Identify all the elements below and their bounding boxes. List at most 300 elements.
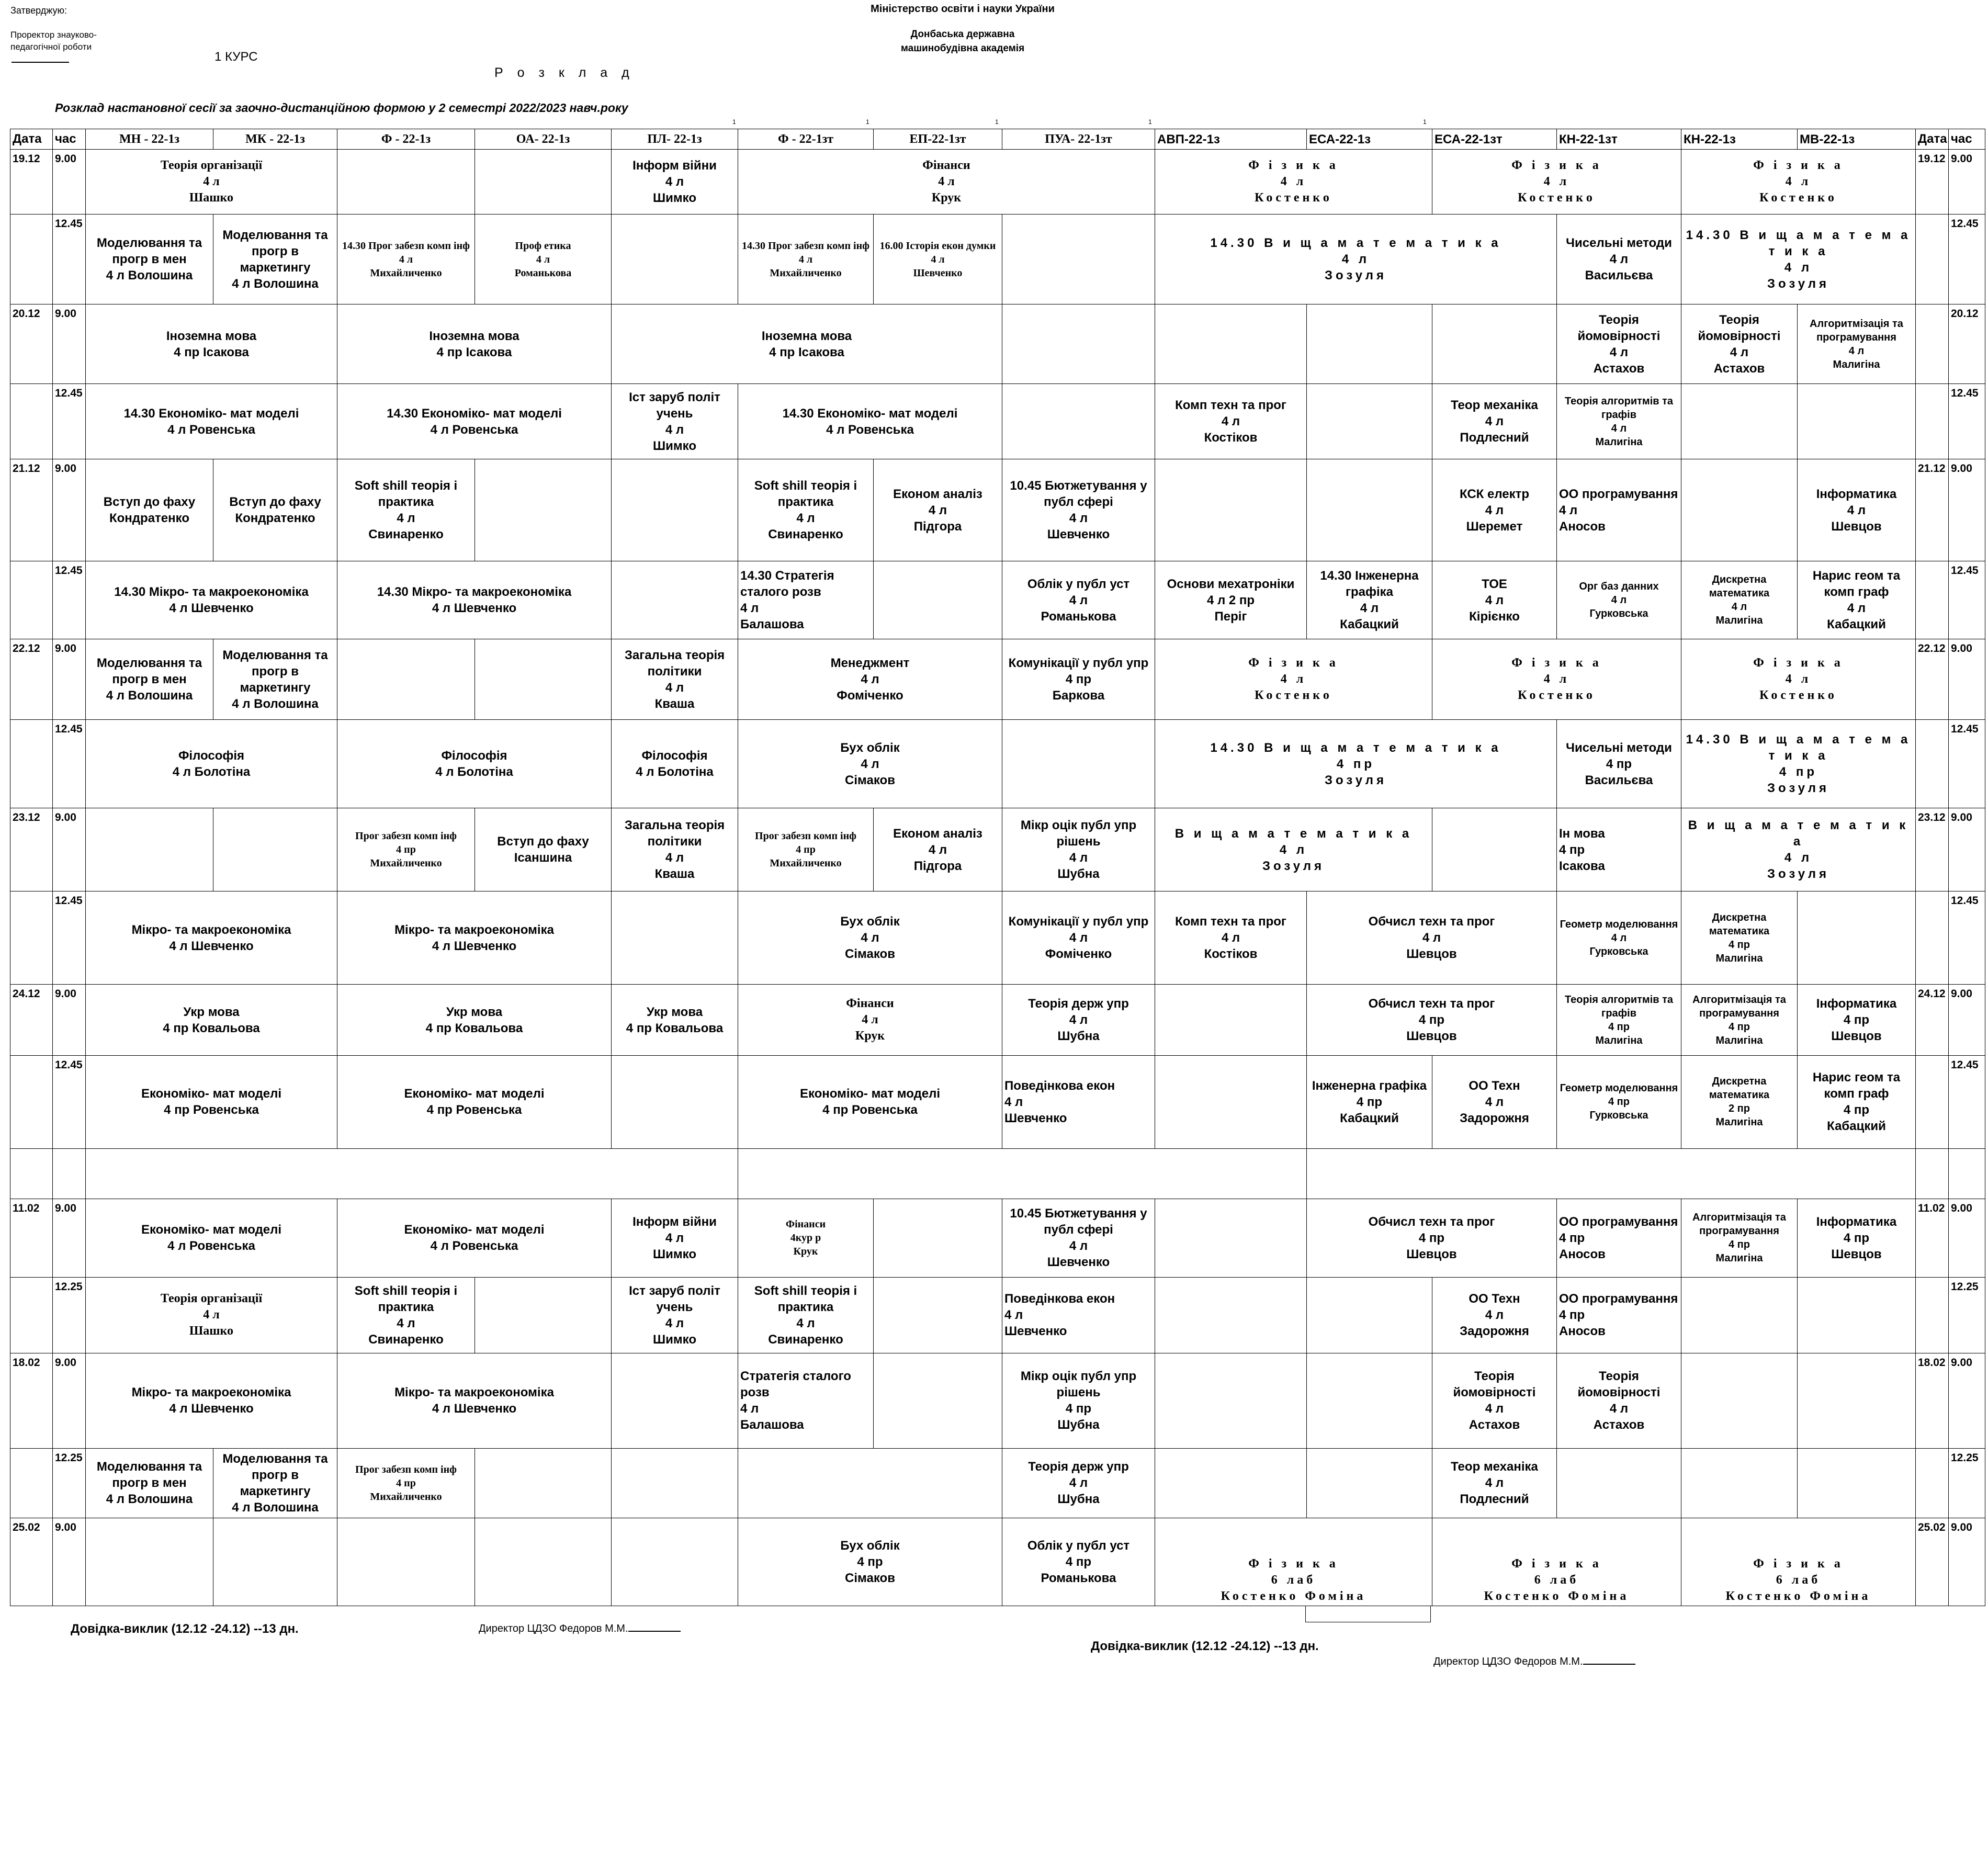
date-cell: 20.12 bbox=[10, 304, 53, 384]
table-row bbox=[10, 1448, 1985, 1518]
class-cell: Ф і з и к а 4 л Костенко bbox=[1155, 639, 1432, 720]
class-cell: Економ аналіз 4 л Підгора bbox=[874, 459, 1002, 561]
table-row bbox=[10, 459, 1985, 561]
date-cell: 24.12 bbox=[1916, 985, 1949, 1055]
empty-cell bbox=[475, 459, 612, 561]
time-cell: 12.45 bbox=[1949, 561, 1985, 639]
date-cell: 18.02 bbox=[1916, 1353, 1949, 1448]
class-cell: Комп техн та прог 4 л Костіков bbox=[1155, 891, 1307, 985]
empty-cell bbox=[612, 1448, 738, 1518]
time-cell: 9.00 bbox=[53, 1199, 86, 1277]
class-cell: Геометр моделювання 4 л Гурковська bbox=[1557, 891, 1681, 985]
footer-note: Довідка-виклик (12.12 -24.12) --13 дн. bbox=[1091, 1639, 1319, 1653]
class-cell: Мікро- та макроекономіка 4 л Шевченко bbox=[337, 1353, 612, 1448]
date-cell: 21.12 bbox=[1916, 459, 1949, 561]
class-cell: Інформатика 4 пр Шевцов bbox=[1798, 985, 1916, 1055]
class-cell: Теорія йомовірності 4 л Астахов bbox=[1557, 304, 1681, 384]
date-cell: 11.02 bbox=[10, 1199, 53, 1277]
date-cell: 19.12 bbox=[1916, 150, 1949, 215]
class-cell: 14.30 В и щ а м а т е м а т и к а 4 пр Зозуля bbox=[1681, 720, 1916, 808]
table-row bbox=[10, 304, 1985, 384]
signature-line bbox=[12, 62, 69, 63]
class-cell: Стратегія сталого розв 4 л Балашова bbox=[738, 1353, 874, 1448]
time-cell: 9.00 bbox=[53, 985, 86, 1055]
class-cell: Ф і з и к а 4 л Костенко bbox=[1681, 150, 1916, 215]
class-cell: Ф і з и к а 4 л Костенко bbox=[1432, 639, 1681, 720]
date-cell bbox=[1916, 384, 1949, 459]
empty-cell bbox=[475, 639, 612, 720]
empty-cell bbox=[1681, 1277, 1798, 1353]
col-group: ЕП-22-1зт bbox=[874, 129, 1002, 150]
empty-cell bbox=[874, 561, 1002, 639]
class-cell: Моделювання та прогр в мен 4 л Волошина bbox=[86, 1448, 213, 1518]
academy-line-1: Донбаська державна bbox=[910, 29, 1015, 40]
class-cell: Економіко- мат моделі 4 пр Ровенська bbox=[86, 1055, 337, 1148]
col-group: КН-22-1з bbox=[1681, 129, 1798, 150]
class-cell: Ф і з и к а 6 лаб Костенко Фоміна bbox=[1681, 1518, 1916, 1606]
empty-cell bbox=[1307, 1277, 1432, 1353]
class-cell: Мікро- та макроекономіка 4 л Шевченко bbox=[86, 1353, 337, 1448]
class-cell: 14.30 Прог забезп комп інф 4 л Михайличенко bbox=[337, 215, 475, 304]
class-cell: Нарис геом та комп граф 4 л Кабацкий bbox=[1798, 561, 1916, 639]
date-cell bbox=[1916, 891, 1949, 985]
class-cell: Теорія держ упр 4 л Шубна bbox=[1002, 985, 1155, 1055]
date-cell: 21.12 bbox=[10, 459, 53, 561]
academy-line-2: машинобудівна академія bbox=[900, 43, 1025, 54]
empty-cell bbox=[612, 1353, 738, 1448]
date-cell: 20.12 bbox=[1949, 304, 1985, 384]
class-cell: Soft shill теорія і практика 4 л Свинаренко bbox=[738, 459, 874, 561]
col-group: ЕСА-22-1зт bbox=[1432, 129, 1557, 150]
class-cell: 14.30 Економіко- мат моделі 4 л Ровенська bbox=[738, 384, 1002, 459]
col-date-right: Дата bbox=[1916, 129, 1949, 150]
date-cell: 25.02 bbox=[1916, 1518, 1949, 1606]
class-cell: Фінанси 4кур р Крук bbox=[738, 1199, 874, 1277]
empty-cell bbox=[337, 1518, 475, 1606]
class-cell: Економіко- мат моделі 4 л Ровенська bbox=[337, 1199, 612, 1277]
class-cell: 14.30 Економіко- мат моделі 4 л Ровенська bbox=[337, 384, 612, 459]
class-cell: Укр мова 4 пр Ковальова bbox=[612, 985, 738, 1055]
class-cell: Бух облік 4 пр Сімаков bbox=[738, 1518, 1002, 1606]
empty-cell bbox=[1681, 1353, 1798, 1448]
schedule-subtitle: Розклад настановної сесії за заочно-дистанційною формою у 2 семестрі 2022/2023 навч.року bbox=[55, 101, 628, 115]
empty-cell bbox=[1798, 384, 1916, 459]
class-cell: Ін мова 4 пр Ісакова bbox=[1557, 808, 1681, 891]
date-cell: 11.02 bbox=[1916, 1199, 1949, 1277]
col-time: час bbox=[53, 129, 86, 150]
empty-cell bbox=[1307, 459, 1432, 561]
class-cell: Прог забезп комп інф 4 пр Михайличенко bbox=[337, 808, 475, 891]
class-cell: 16.00 Історія екон думки 4 л Шевченко bbox=[874, 215, 1002, 304]
time-cell: 12.45 bbox=[1949, 720, 1985, 808]
class-cell: Іст заруб політ учень 4 л Шимко bbox=[612, 1277, 738, 1353]
class-cell: Економ аналіз 4 л Підгора bbox=[874, 808, 1002, 891]
class-cell: Облік у публ уст 4 л Романькова bbox=[1002, 561, 1155, 639]
col-time-right: час bbox=[1949, 129, 1985, 150]
time-cell: 9.00 bbox=[53, 808, 86, 891]
class-cell: Бух облік 4 л Сімаков bbox=[738, 720, 1002, 808]
class-cell: Чисельні методи 4 пр Васильєва bbox=[1557, 720, 1681, 808]
date-cell bbox=[10, 720, 53, 808]
empty-cell bbox=[1002, 720, 1155, 808]
class-cell: Філософія 4 л Болотіна bbox=[86, 720, 337, 808]
time-cell: 9.00 bbox=[1949, 808, 1985, 891]
class-cell: Укр мова 4 пр Ковальова bbox=[86, 985, 337, 1055]
class-cell: Soft shill теорія і практика 4 л Свинаренко bbox=[337, 459, 475, 561]
empty-cell bbox=[86, 1148, 738, 1199]
table-row bbox=[10, 808, 1985, 891]
empty-cell bbox=[1307, 384, 1432, 459]
empty-cell bbox=[1307, 304, 1432, 384]
date-cell bbox=[10, 891, 53, 985]
time-cell: 12.45 bbox=[53, 1055, 86, 1148]
time-cell: 12.45 bbox=[53, 891, 86, 985]
class-cell: Ф і з и к а 4 л Костенко bbox=[1155, 150, 1432, 215]
class-cell: 14.30 Економіко- мат моделі 4 л Ровенська bbox=[86, 384, 337, 459]
empty-cell bbox=[1916, 304, 1949, 384]
date-cell: 22.12 bbox=[1916, 639, 1949, 720]
col-date: Дата bbox=[10, 129, 53, 150]
time-cell: 12.25 bbox=[1949, 1448, 1985, 1518]
class-cell: ОО Техн 4 л Задорожня bbox=[1432, 1055, 1557, 1148]
empty-cell bbox=[874, 1277, 1002, 1353]
empty-cell bbox=[213, 1518, 337, 1606]
date-cell: 19.12 bbox=[10, 150, 53, 215]
class-cell: Мікро- та макроекономіка 4 л Шевченко bbox=[337, 891, 612, 985]
col-group: Ф - 22-1з bbox=[337, 129, 475, 150]
class-cell: Моделювання та прогр в мен 4 л Волошина bbox=[86, 639, 213, 720]
empty-cell bbox=[1432, 808, 1557, 891]
class-cell: Прог забезп комп інф 4 пр Михайличенко bbox=[337, 1448, 475, 1518]
time-cell: 9.00 bbox=[1949, 459, 1985, 561]
class-cell: 14.30 Стратегія сталого розв 4 л Балашова bbox=[738, 561, 874, 639]
date-cell bbox=[1916, 720, 1949, 808]
empty-cell bbox=[475, 1277, 612, 1353]
time-cell: 12.25 bbox=[1949, 1277, 1985, 1353]
empty-cell bbox=[337, 150, 475, 215]
class-cell: 14.30 В и щ а м а т е м а т и к а 4 пр Зозуля bbox=[1155, 720, 1557, 808]
class-cell: Soft shill теорія і практика 4 л Свинаренко bbox=[337, 1277, 475, 1353]
empty-cell bbox=[1432, 304, 1557, 384]
class-cell: ТОЕ 4 л Кірієнко bbox=[1432, 561, 1557, 639]
date-cell bbox=[10, 215, 53, 304]
empty-cell bbox=[738, 1148, 1307, 1199]
empty-cell bbox=[612, 459, 738, 561]
class-cell: ОО Техн 4 л Задорожня bbox=[1432, 1277, 1557, 1353]
date-cell bbox=[10, 1448, 53, 1518]
time-cell: 12.45 bbox=[53, 720, 86, 808]
class-cell: Проф етика 4 л Романькова bbox=[475, 215, 612, 304]
empty-cell bbox=[337, 639, 475, 720]
empty-cell bbox=[1307, 1448, 1432, 1518]
table-header-row bbox=[10, 129, 1985, 150]
class-cell: Теорія алгоритмів та графів 4 л Малигіна bbox=[1557, 384, 1681, 459]
class-cell: Філософія 4 л Болотіна bbox=[337, 720, 612, 808]
table-row bbox=[10, 720, 1985, 808]
time-cell: 9.00 bbox=[1949, 1199, 1985, 1277]
empty-cell bbox=[1681, 384, 1798, 459]
empty-cell bbox=[874, 1199, 1002, 1277]
class-cell: Поведінкова екон 4 л Шевченко bbox=[1002, 1055, 1155, 1148]
class-cell: Чисельні методи 4 л Васильєва bbox=[1557, 215, 1681, 304]
table-row bbox=[10, 891, 1985, 985]
approve-label: Затверджую: bbox=[10, 5, 67, 16]
tick-mark: 1 bbox=[1148, 118, 1152, 126]
class-cell: В и щ а м а т е м а т и к а 4 л Зозуля bbox=[1155, 808, 1432, 891]
class-cell: 14.30 Інженерна графіка 4 л Кабацкий bbox=[1307, 561, 1432, 639]
class-cell: Теорія держ упр 4 л Шубна bbox=[1002, 1448, 1155, 1518]
empty-cell bbox=[1155, 304, 1307, 384]
col-group: АВП-22-1з bbox=[1155, 129, 1307, 150]
empty-cell bbox=[10, 1148, 53, 1199]
class-cell: Ф і з и к а 6 лаб Костенко Фоміна bbox=[1432, 1518, 1681, 1606]
table-row bbox=[10, 1055, 1985, 1148]
date-cell bbox=[1916, 1055, 1949, 1148]
class-cell: Загальна теорія політики 4 л Кваша bbox=[612, 808, 738, 891]
table-row bbox=[10, 1148, 1985, 1199]
date-cell: 25.02 bbox=[10, 1518, 53, 1606]
time-cell: 12.45 bbox=[1949, 1055, 1985, 1148]
class-cell: Теор механіка 4 л Подлесний bbox=[1432, 384, 1557, 459]
class-cell: Моделювання та прогр в маркетингу 4 л Волошина bbox=[213, 1448, 337, 1518]
class-cell: 14.30 Мікро- та макроекономіка 4 л Шевченко bbox=[86, 561, 337, 639]
class-cell: Ф і з и к а 6 лаб Костенко Фоміна bbox=[1155, 1518, 1432, 1606]
empty-cell bbox=[612, 1055, 738, 1148]
class-cell: Облік у публ уст 4 пр Романькова bbox=[1002, 1518, 1155, 1606]
time-cell: 12.45 bbox=[53, 215, 86, 304]
table-extra-cell bbox=[1305, 1606, 1431, 1622]
tick-mark: 1 bbox=[866, 118, 869, 126]
empty-cell bbox=[53, 1148, 86, 1199]
class-cell: Загальна теорія політики 4 л Кваша bbox=[612, 639, 738, 720]
class-cell: Моделювання та прогр в мен 4 л Волошина bbox=[86, 215, 213, 304]
time-cell: 12.45 bbox=[1949, 891, 1985, 985]
class-cell: Обчисл техн та прог 4 л Шевцов bbox=[1307, 891, 1557, 985]
prorector-label: Проректор знауково-педагогічної роботи bbox=[10, 30, 97, 52]
empty-cell bbox=[1307, 1353, 1432, 1448]
tick-mark: 1 bbox=[995, 118, 999, 126]
class-cell: Soft shill теорія і практика 4 л Свинаренко bbox=[738, 1277, 874, 1353]
class-cell: Іст заруб політ учень 4 л Шимко bbox=[612, 384, 738, 459]
date-cell bbox=[10, 561, 53, 639]
empty-cell bbox=[612, 561, 738, 639]
class-cell: Моделювання та прогр в маркетингу 4 л Волошина bbox=[213, 639, 337, 720]
class-cell: Моделювання та прогр в маркетингу 4 л Волошина bbox=[213, 215, 337, 304]
class-cell: Інформатика 4 л Шевцов bbox=[1798, 459, 1916, 561]
time-cell: 12.25 bbox=[53, 1277, 86, 1353]
table-row bbox=[10, 1199, 1985, 1277]
class-cell: Інформатика 4 пр Шевцов bbox=[1798, 1199, 1916, 1277]
time-cell: 9.00 bbox=[53, 150, 86, 215]
empty-cell bbox=[475, 1448, 612, 1518]
class-cell: Теорія організації 4 л Шашко bbox=[86, 1277, 337, 1353]
col-group: КН-22-1зт bbox=[1557, 129, 1681, 150]
schedule-table bbox=[10, 129, 1985, 1606]
class-cell: Обчисл техн та прог 4 пр Шевцов bbox=[1307, 1199, 1557, 1277]
col-group: ЕСА-22-1з bbox=[1307, 129, 1432, 150]
empty-cell bbox=[1949, 1148, 1985, 1199]
table-row bbox=[10, 561, 1985, 639]
class-cell: 14.30 В и щ а м а т е м а т и к а 4 л Зозуля bbox=[1681, 215, 1916, 304]
class-cell: Мікро- та макроекономіка 4 л Шевченко bbox=[86, 891, 337, 985]
empty-cell bbox=[475, 1518, 612, 1606]
empty-cell bbox=[1798, 1353, 1916, 1448]
class-cell: Теорія йомовірності 4 л Астахов bbox=[1557, 1353, 1681, 1448]
table-row bbox=[10, 150, 1985, 215]
class-cell: Теорія організації 4 л Шашко bbox=[86, 150, 337, 215]
date-cell bbox=[10, 1277, 53, 1353]
class-cell: Основи мехатроніки 4 л 2 пр Періг bbox=[1155, 561, 1307, 639]
time-cell: 9.00 bbox=[1949, 1518, 1985, 1606]
empty-cell bbox=[1002, 304, 1155, 384]
time-cell: 9.00 bbox=[1949, 639, 1985, 720]
time-cell: 12.25 bbox=[53, 1448, 86, 1518]
ministry-title: Міністерство освіти і науки України bbox=[871, 3, 1055, 15]
class-cell: Алгоритмізація та програмування 4 пр Малигіна bbox=[1681, 985, 1798, 1055]
empty-cell bbox=[1798, 1277, 1916, 1353]
class-cell: Дискретна математика 4 л Малигіна bbox=[1681, 561, 1798, 639]
date-cell bbox=[1916, 1277, 1949, 1353]
empty-cell bbox=[1155, 1448, 1307, 1518]
date-cell: 23.12 bbox=[10, 808, 53, 891]
empty-cell bbox=[1155, 1353, 1307, 1448]
class-cell: Теорія йомовірності 4 л Астахов bbox=[1681, 304, 1798, 384]
time-cell: 9.00 bbox=[53, 304, 86, 384]
class-cell: Філософія 4 л Болотіна bbox=[612, 720, 738, 808]
col-group: ПУА- 22-1зт bbox=[1002, 129, 1155, 150]
tick-mark: 1 bbox=[1423, 118, 1427, 126]
date-cell: 22.12 bbox=[10, 639, 53, 720]
class-cell: ОО програмування 4 пр Аносов bbox=[1557, 1199, 1681, 1277]
empty-cell bbox=[1916, 1148, 1949, 1199]
class-cell: ОО програмування 4 пр Аносов bbox=[1557, 1277, 1681, 1353]
empty-cell bbox=[1681, 1448, 1798, 1518]
class-cell: Теорія йомовірності 4 л Астахов bbox=[1432, 1353, 1557, 1448]
rozklad-title: Р о з к л а д bbox=[494, 65, 635, 80]
empty-cell bbox=[612, 1518, 738, 1606]
tick-mark: 1 bbox=[732, 118, 736, 126]
date-cell: 18.02 bbox=[10, 1353, 53, 1448]
date-cell bbox=[10, 384, 53, 459]
time-cell: 12.45 bbox=[53, 561, 86, 639]
empty-cell bbox=[1557, 1448, 1681, 1518]
time-cell: 9.00 bbox=[1949, 985, 1985, 1055]
class-cell: Мікр оцік публ упр рішень 4 пр Шубна bbox=[1002, 1353, 1155, 1448]
empty-cell bbox=[1155, 1055, 1307, 1148]
table-row bbox=[10, 1518, 1985, 1606]
class-cell: Інформ війни 4 л Шимко bbox=[612, 1199, 738, 1277]
class-cell: Нарис геом та комп граф 4 пр Кабацкий bbox=[1798, 1055, 1916, 1148]
course-label: 1 КУРС bbox=[214, 50, 258, 64]
footer-note: Довідка-виклик (12.12 -24.12) --13 дн. bbox=[71, 1622, 299, 1636]
class-cell: Мікр оцік публ упр рішень 4 л Шубна bbox=[1002, 808, 1155, 891]
class-cell: 14.30 Мікро- та макроекономіка 4 л Шевченко bbox=[337, 561, 612, 639]
empty-cell bbox=[612, 215, 738, 304]
footer-director: Директор ЦДЗО Федоров М.М. bbox=[479, 1623, 681, 1635]
date-cell bbox=[1916, 215, 1949, 304]
class-cell: Дискретна математика 4 пр Малигіна bbox=[1681, 891, 1798, 985]
class-cell: Теор механіка 4 л Подлесний bbox=[1432, 1448, 1557, 1518]
date-cell: 23.12 bbox=[1916, 808, 1949, 891]
class-cell: 10.45 Бютжетування у публ сфері 4 л Шевченко bbox=[1002, 1199, 1155, 1277]
empty-cell bbox=[213, 808, 337, 891]
class-cell: Інформ війни 4 л Шимко bbox=[612, 150, 738, 215]
class-cell: Комунікації у публ упр 4 пр Баркова bbox=[1002, 639, 1155, 720]
class-cell: Економіко- мат моделі 4 пр Ровенська bbox=[738, 1055, 1002, 1148]
time-cell: 12.45 bbox=[1949, 384, 1985, 459]
class-cell: Менеджмент 4 л Фоміченко bbox=[738, 639, 1002, 720]
time-cell: 9.00 bbox=[1949, 150, 1985, 215]
class-cell: Орг баз данних 4 л Гурковська bbox=[1557, 561, 1681, 639]
class-cell: Алгоритмізація та програмування 4 л Малигіна bbox=[1798, 304, 1916, 384]
class-cell: Геометр моделювання 4 пр Гурковська bbox=[1557, 1055, 1681, 1148]
class-cell: Ф і з и к а 4 л Костенко bbox=[1681, 639, 1916, 720]
col-group: МВ-22-1з bbox=[1798, 129, 1916, 150]
class-cell: Фінанси 4 л Крук bbox=[738, 985, 1002, 1055]
class-cell: КСК електр 4 л Шеремет bbox=[1432, 459, 1557, 561]
empty-cell bbox=[1798, 891, 1916, 985]
footer-director: Директор ЦДЗО Федоров М.М. bbox=[1433, 1656, 1635, 1668]
table-row bbox=[10, 1277, 1985, 1353]
class-cell: Поведінкова екон 4 л Шевченко bbox=[1002, 1277, 1155, 1353]
class-cell: Алгоритмізація та програмування 4 пр Малигіна bbox=[1681, 1199, 1798, 1277]
time-cell: 9.00 bbox=[53, 1353, 86, 1448]
col-group: ПЛ- 22-1з bbox=[612, 129, 738, 150]
class-cell: Укр мова 4 пр Ковальова bbox=[337, 985, 612, 1055]
class-cell: Іноземна мова 4 пр Ісакова bbox=[612, 304, 1002, 384]
class-cell: Обчисл техн та прог 4 пр Шевцов bbox=[1307, 985, 1557, 1055]
class-cell: Іноземна мова 4 пр Ісакова bbox=[86, 304, 337, 384]
class-cell: Економіко- мат моделі 4 л Ровенська bbox=[86, 1199, 337, 1277]
time-cell: 9.00 bbox=[53, 639, 86, 720]
class-cell: Іноземна мова 4 пр Ісакова bbox=[337, 304, 612, 384]
date-cell bbox=[10, 1055, 53, 1148]
class-cell: Теорія алгоритмів та графів 4 пр Малигіна bbox=[1557, 985, 1681, 1055]
col-group: ОА- 22-1з bbox=[475, 129, 612, 150]
class-cell: Вступ до фаху Кондратенко bbox=[86, 459, 213, 561]
date-cell bbox=[1916, 561, 1949, 639]
empty-cell bbox=[1681, 459, 1798, 561]
empty-cell bbox=[874, 1353, 1002, 1448]
table-row bbox=[10, 215, 1985, 304]
table-row bbox=[10, 1353, 1985, 1448]
empty-cell bbox=[1002, 215, 1155, 304]
empty-cell bbox=[1155, 1277, 1307, 1353]
class-cell: Фінанси 4 л Крук bbox=[738, 150, 1155, 215]
time-cell: 12.45 bbox=[53, 384, 86, 459]
class-cell: 14.30 Прог забезп комп інф 4 л Михайличенко bbox=[738, 215, 874, 304]
class-cell: 10.45 Бютжетування у публ сфері 4 л Шевченко bbox=[1002, 459, 1155, 561]
class-cell: Бух облік 4 л Сімаков bbox=[738, 891, 1002, 985]
empty-cell bbox=[1155, 985, 1307, 1055]
empty-cell bbox=[475, 150, 612, 215]
col-group: МК - 22-1з bbox=[213, 129, 337, 150]
class-cell: Вступ до фаху Кондратенко bbox=[213, 459, 337, 561]
empty-cell bbox=[612, 891, 738, 985]
class-cell: Ф і з и к а 4 л Костенко bbox=[1432, 150, 1681, 215]
table-row bbox=[10, 384, 1985, 459]
col-group: МН - 22-1з bbox=[86, 129, 213, 150]
empty-cell bbox=[86, 808, 213, 891]
empty-cell bbox=[1307, 1148, 1916, 1199]
table-row bbox=[10, 985, 1985, 1055]
class-cell: Інженерна графіка 4 пр Кабацкий bbox=[1307, 1055, 1432, 1148]
class-cell: Комунікації у публ упр 4 л Фоміченко bbox=[1002, 891, 1155, 985]
table-row bbox=[10, 639, 1985, 720]
empty-cell bbox=[738, 1448, 1002, 1518]
empty-cell bbox=[1002, 384, 1155, 459]
class-cell: Економіко- мат моделі 4 пр Ровенська bbox=[337, 1055, 612, 1148]
